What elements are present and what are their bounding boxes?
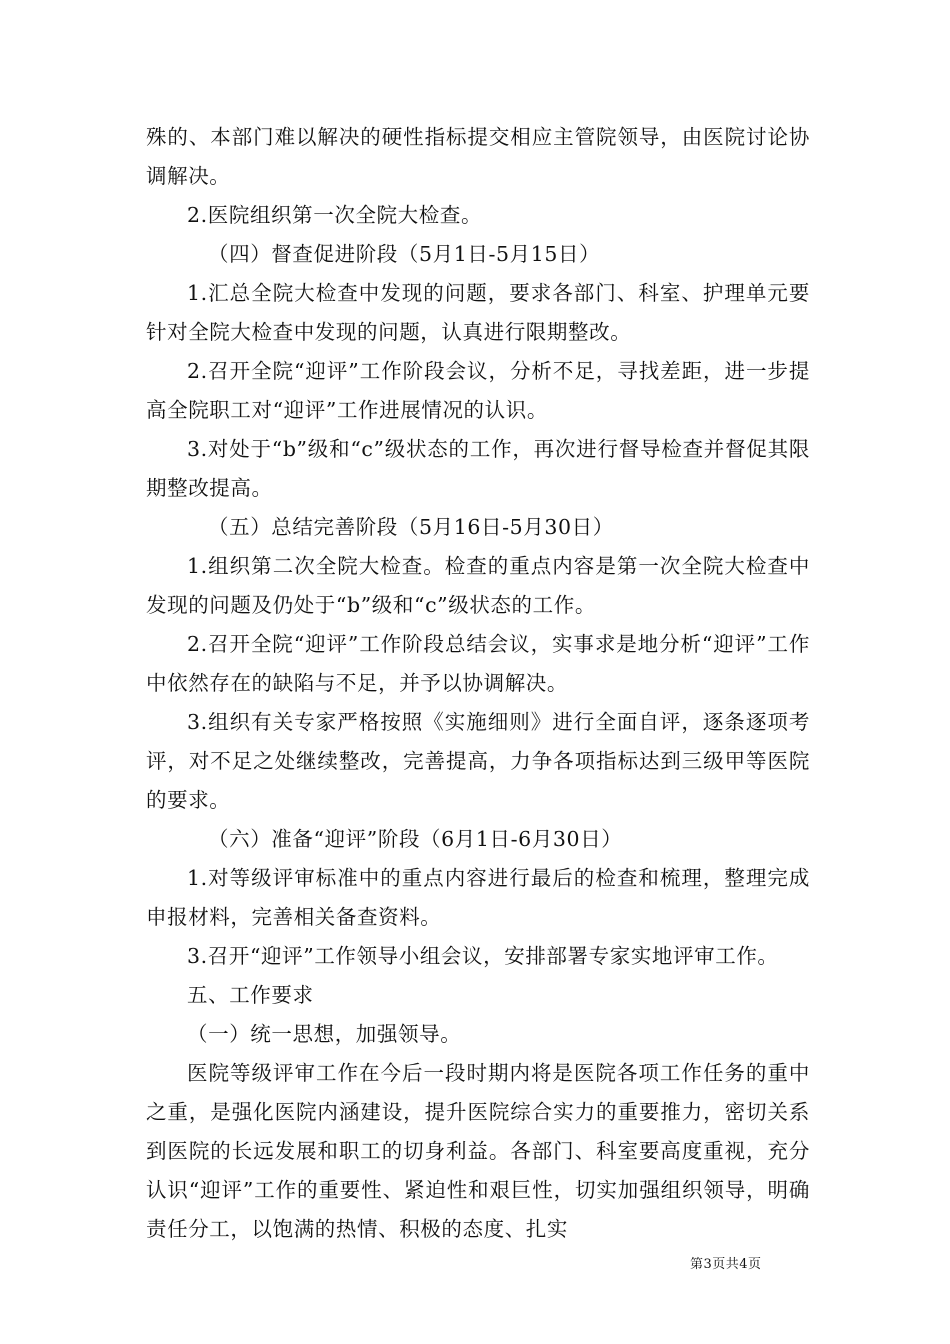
section-heading-stage-5: （五）总结完善阶段（5月16日-5月30日）: [208, 515, 614, 539]
paragraph-item: 2.召开全院“迎评”工作阶段总结会议，实事求是地分析“迎评”工作中依然存在的缺陷与不足，并予以协调解决。: [146, 632, 810, 695]
paragraph-item: 1.对等级评审标准中的重点内容进行最后的检查和梳理，整理完成申报材料，完善相关备查资料。: [146, 866, 810, 929]
paragraph-item: 3.召开“迎评”工作领导小组会议，安排部署专家实地评审工作。: [187, 944, 779, 968]
document-body: [146, 118, 810, 1249]
paragraph-item: 2.医院组织第一次全院大检查。: [187, 203, 483, 227]
paragraph-item: 3.对处于“b”级和“c”级状态的工作，再次进行督导检查并督促其限期整改提高。: [146, 437, 810, 500]
paragraph-item: 2.召开全院“迎评”工作阶段会议，分析不足，寻找差距，进一步提高全院职工对“迎评”工作进展情况的认识。: [146, 359, 810, 422]
paragraph-body: 医院等级评审工作在今后一段时期内将是医院各项工作任务的重中之重，是强化医院内涵建设，提升医院综合实力的重要推力，密切关系到医院的长远发展和职工的切身利益。各部门、科室要高度重视，充分认识“迎评”工作的重要性、紧迫性和艰巨性，切实加强组织领导，明确责任分工，以饱满的热情、积极的态度、扎实: [146, 1061, 810, 1241]
paragraph-continuation: 殊的、本部门难以解决的硬性指标提交相应主管院领导，由医院讨论协调解决。: [146, 125, 810, 188]
subsection-heading: （一）统一思想，加强领导。: [187, 1022, 462, 1046]
paragraph-item: 3.组织有关专家严格按照《实施细则》进行全面自评，逐条逐项考评，对不足之处继续整改，完善提高，力争各项指标达到三级甲等医院的要求。: [146, 710, 810, 812]
page-footer: 第3页共4页: [690, 1257, 762, 1272]
section-heading-stage-4: （四）督查促进阶段（5月1日-5月15日）: [208, 242, 601, 266]
section-heading-work-requirements: 五、工作要求: [187, 983, 314, 1007]
paragraph-item: 1.汇总全院大检查中发现的问题，要求各部门、科室、护理单元要针对全院大检查中发现的问题，认真进行限期整改。: [146, 281, 810, 344]
section-heading-stage-6: （六）准备“迎评”阶段（6月1日-6月30日）: [208, 827, 623, 851]
paragraph-item: 1.组织第二次全院大检查。检查的重点内容是第一次全院大检查中发现的问题及仍处于“b”级和“c”级状态的工作。: [146, 554, 810, 617]
